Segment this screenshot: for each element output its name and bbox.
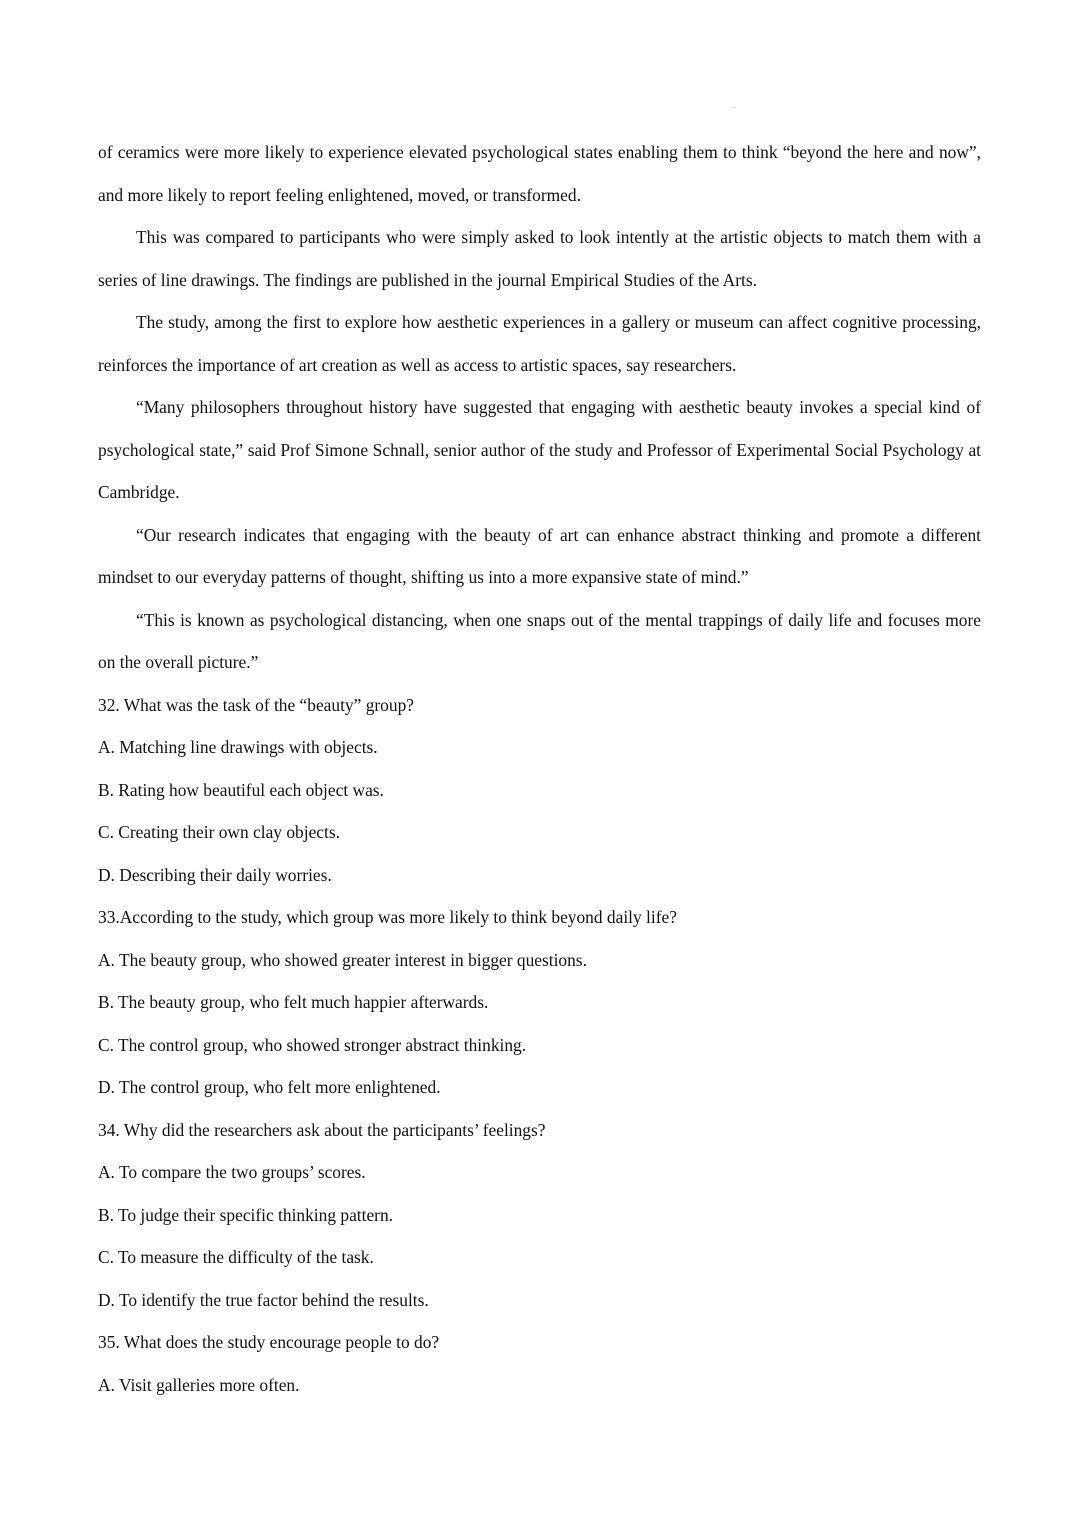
passage-paragraph: “Our research indicates that engaging with the beauty of art can enhance abstract thinking and promote a different mindset to our everyday patterns of thought, shifting us into a more expansive state of mind.” xyxy=(98,524,981,587)
answer-option-c: C. Creating their own clay objects. xyxy=(98,822,340,842)
answer-option-d: D. Describing their daily worries. xyxy=(98,864,332,885)
answer-option-b: B. Rating how beautiful each object was. xyxy=(98,779,384,800)
answer-option-b: B. To judge their specific thinking pattern. xyxy=(98,1204,394,1225)
question-stem: 34. Why did the researchers ask about the participants’ feelings? xyxy=(98,1119,546,1140)
question-stem: 35. What does the study encourage people to do? xyxy=(98,1332,440,1352)
passage-paragraph: “Many philosophers throughout history have suggested that engaging with aesthetic beauty invokes a special kind of psychological state,” said Prof Simone Schnall, senior author of the study and Professor of Experimental Social Psychology at Cambridge. xyxy=(98,397,981,502)
passage-paragraph: “This is known as psychological distancing, when one snaps out of the mental trappings of daily life and focuses more on the overall picture.” xyxy=(98,609,981,672)
document-page xyxy=(98,131,981,1406)
answer-option-a: A. To compare the two groups’ scores. xyxy=(98,1162,366,1182)
reading-passage xyxy=(98,131,981,684)
answer-option-d: D. The control group, who felt more enlightened. xyxy=(98,1077,441,1097)
question-33 xyxy=(98,896,981,1109)
answer-option-c: C. To measure the difficulty of the task. xyxy=(98,1247,374,1267)
answer-option-c: C. The control group, who showed stronger abstract thinking. xyxy=(98,1034,527,1055)
answer-option-a: A. The beauty group, who showed greater interest in bigger questions. xyxy=(98,949,587,970)
question-stem: 32. What was the task of the “beauty” group? xyxy=(98,694,414,715)
answer-option-d: D. To identify the true factor behind the results. xyxy=(98,1289,429,1310)
passage-paragraph: of ceramics were more likely to experience elevated psychological states enabling them to think “beyond the here and now”, and more likely to report feeling enlightened, moved, or transformed. xyxy=(98,142,981,205)
answer-option-a: A. Matching line drawings with objects. xyxy=(98,737,378,757)
question-stem: 33.According to the study, which group was more likely to think beyond daily life? xyxy=(98,907,677,927)
question-32 xyxy=(98,684,981,897)
passage-paragraph: The study, among the first to explore how aesthetic experiences in a gallery or museum can affect cognitive processing, reinforces the importance of art creation as well as access to artistic spaces, say researchers. xyxy=(98,312,981,375)
passage-paragraph: This was compared to participants who were simply asked to look intently at the artistic objects to match them with a series of line drawings. The findings are published in the journal Empirical Studies of the Arts. xyxy=(98,227,981,290)
answer-option-a: A. Visit galleries more often. xyxy=(98,1374,300,1395)
answer-option-b: B. The beauty group, who felt much happier afterwards. xyxy=(98,992,489,1012)
question-34 xyxy=(98,1109,981,1322)
scan-dot xyxy=(733,107,735,108)
question-35 xyxy=(98,1321,981,1406)
